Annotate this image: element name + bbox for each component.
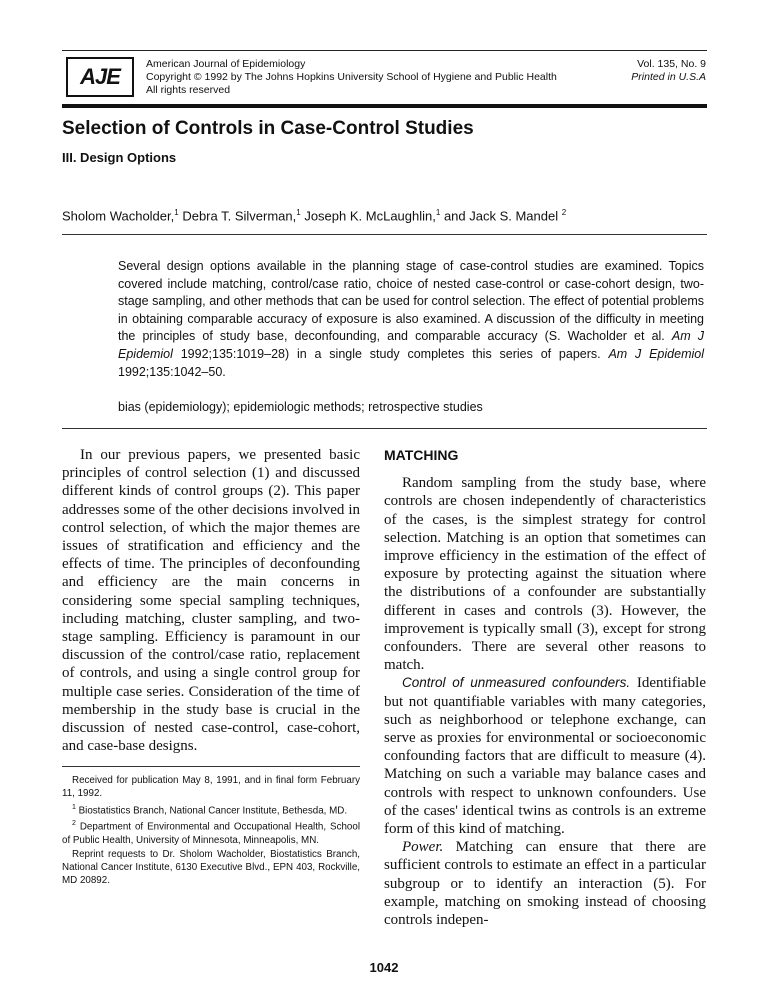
runin-heading: Power.	[402, 839, 444, 856]
abstract-ref-citation: 1992;135:1019–28) in a single study completes this series of papers.	[172, 346, 609, 361]
page-number: 1042	[369, 960, 399, 975]
affiliation-note-2	[62, 817, 360, 847]
author-affiliation: 1	[174, 208, 179, 217]
printed-in: Printed in U.S.A	[631, 71, 706, 83]
journal-info	[146, 58, 557, 97]
footnote-marker: 1	[72, 803, 76, 811]
copyright-line: Copyright © 1992 by The Johns Hopkins University School of Hygiene and Public Health	[146, 71, 557, 83]
matching-paragraph: Random sampling from the study base, where controls are chosen independently of characteristics of the cases, is the simplest strategy for control selection. Matching is an option that sometimes can improve efficiency in the estimation of the effect of exposure by protecting against the situation where the distributions of a confounder are substantially different in cases and controls (3). However, the improvement is typically small (3), except for strong confounders. There are several other reasons to match.	[384, 475, 706, 674]
footnote-rule	[62, 766, 360, 767]
volume-info	[631, 58, 706, 84]
intro-paragraph: In our previous papers, we presented basic principles of control selection (1) and discussed different kinds of control groups (2). This paper addresses some of the other decisions involved in control selection, of which the major themes are issues of stratification and efficiency and the effects of time. The principles of deconfounding and efficiency are the main concerns in considering some special sampling techniques, including matching, cluster sampling, and two-stage sampling. Efficiency is paramount in our discussion of the control/case ratio, replacement of controls, and using a single control group for multiple case series. Consideration of the time of membership in the study base is crucial in the discussion of nested case-control, case-cohort, and case-base designs.	[62, 447, 360, 755]
article-title: Selection of Controls in Case-Control Studies	[62, 118, 474, 139]
runin-heading: Control of unmeasured confounders.	[402, 675, 631, 691]
author-affiliation: 2	[561, 208, 567, 217]
paragraph-text: Matching can ensure that there are sufficient controls to estimate an effect in a particular subgroup or to identify an interaction (5). For example, matching on smoking instead of choosing controls indepen-	[384, 839, 706, 929]
author-affiliation: 1	[435, 208, 441, 217]
header-top-rule	[62, 50, 707, 51]
paragraph-text: Identifiable but not quantifiable variables with many categories, such as neighborhood or telephone exchange, can serve as proxies for environmental or socioeconomic confounding factors that are difficult to measure (4). Matching on such a variable may balance cases and controls with respect to unknown confounders. Use of the cases' identical twins as controls is an extreme form of this kind of matching.	[384, 675, 706, 838]
power-paragraph	[384, 838, 706, 929]
citation-journal: Am J Epidemiol	[608, 346, 704, 361]
author-affiliation: 1	[296, 208, 301, 217]
section-heading: MATCHING	[384, 447, 459, 463]
author-name: and Jack S. Mandel	[443, 208, 562, 224]
journal-logo: AJE	[66, 57, 134, 97]
abstract-text: Several design options available in the planning stage of case-control studies are examined. Topics covered include matching, control/case ratio, choice of nested case-control or case-cohort design, two-stage sampling, and other methods that can be used for control selection. The effect of potential problems in obtaining comparable accuracy of exposure is also examined. A discussion of the difficulty in meeting the principles of study base, deconfounding, and comparable accuracy (S. Wacholder et al.	[118, 259, 704, 344]
footnote-text: Biostatistics Branch, National Cancer Institute, Bethesda, MD.	[75, 805, 348, 817]
article-subtitle: III. Design Options	[62, 150, 177, 165]
author-name: Debra T. Silverman,	[182, 208, 297, 224]
abstract-ref-journal: Am J Epidemiol	[118, 329, 704, 361]
unmeasured-confounders-paragraph	[384, 674, 706, 838]
abstract	[118, 258, 704, 381]
left-column	[62, 446, 360, 755]
keywords: bias (epidemiology); epidemiologic methods; retrospective studies	[118, 400, 483, 414]
received-note: Received for publication May 8, 1991, and in final form February 11, 1992.	[62, 775, 360, 800]
citation-details: 1992;135:1042–50.	[118, 364, 226, 379]
right-column	[384, 446, 706, 929]
affiliation-note-1	[62, 801, 360, 818]
author-name: Joseph K. McLaughlin,	[304, 208, 436, 224]
header-thick-rule	[62, 104, 707, 108]
volume-number: Vol. 135, No. 9	[637, 58, 706, 70]
author-list	[62, 208, 566, 223]
footnotes	[62, 774, 360, 888]
footnote-text: Department of Environmental and Occupational Health, School of Public Health, University of Minnesota, Minneapolis, MN.	[62, 821, 360, 847]
author-name: Sholom Wacholder,	[62, 208, 175, 224]
journal-name: American Journal of Epidemiology	[146, 58, 306, 70]
authors-rule	[62, 234, 707, 235]
reprint-note: Reprint requests to Dr. Sholom Wacholder, Biostatistics Branch, National Cancer Institute, 6130 Executive Blvd., EPN 403, Rockville, MD 20892.	[62, 848, 360, 887]
footnote-marker: 2	[72, 820, 76, 828]
rights-line: All rights reserved	[146, 84, 231, 96]
abstract-rule	[62, 428, 707, 429]
